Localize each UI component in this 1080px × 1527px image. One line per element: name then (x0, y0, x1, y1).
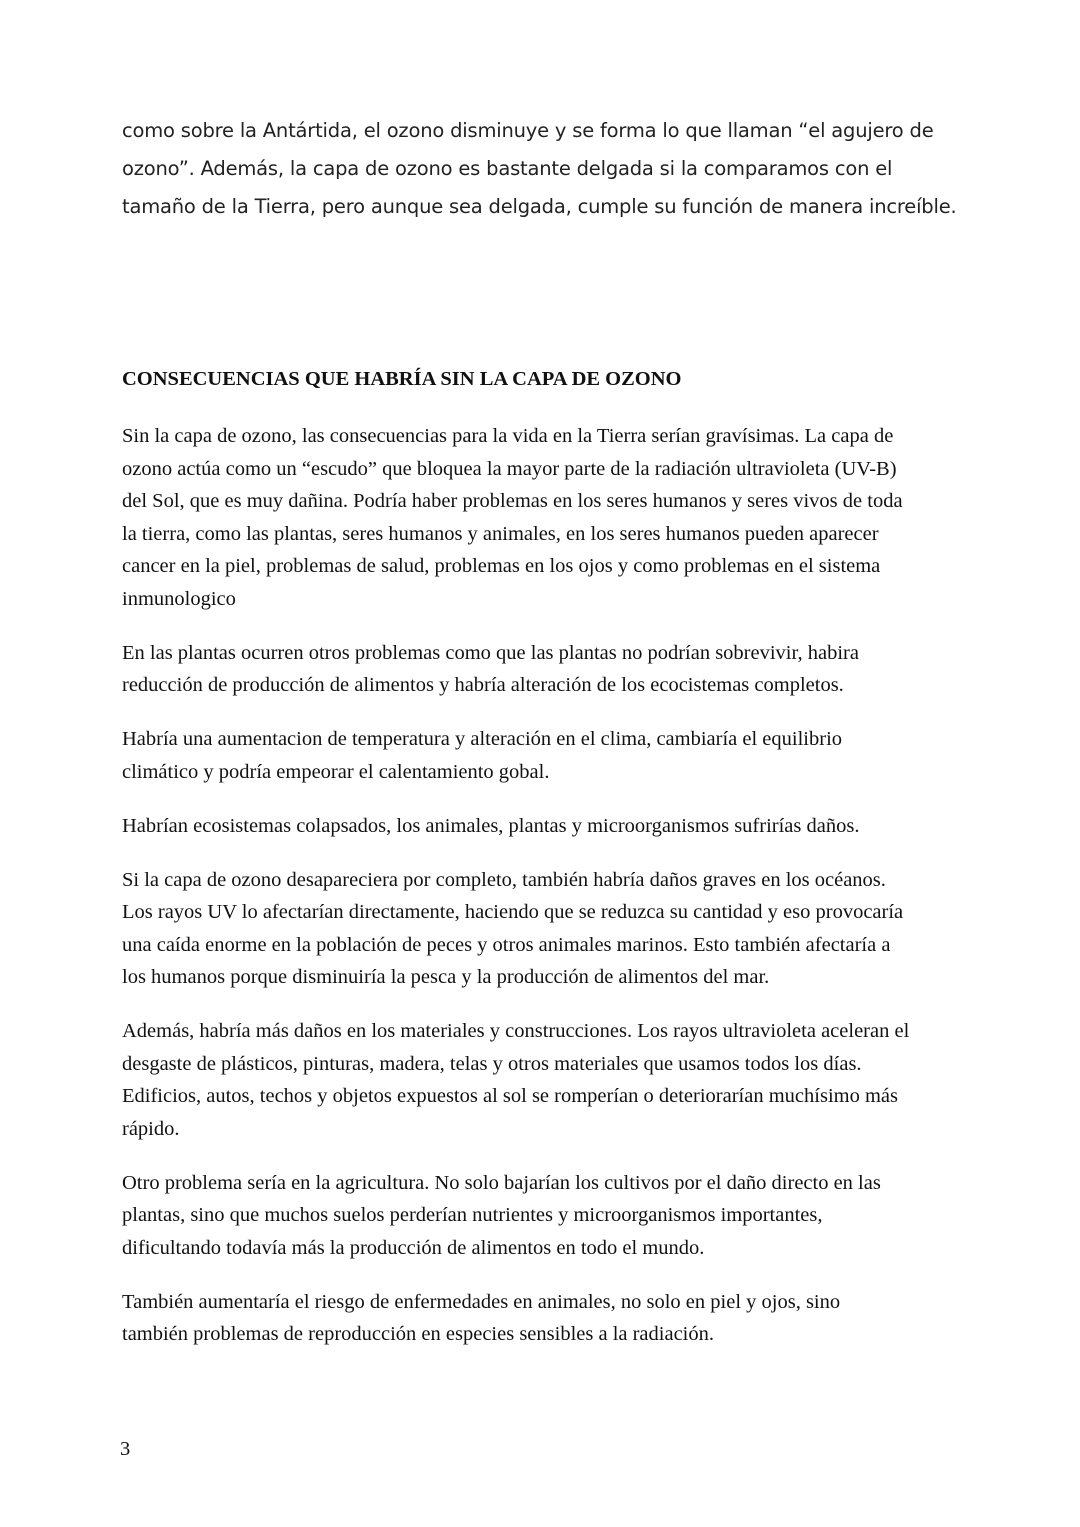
text-line: dificultando todavía más la producción de alimentos en todo el mundo. (122, 1236, 705, 1259)
text-line: cancer en la piel, problemas de salud, problemas en los ojos y como problemas en el sistema (122, 555, 881, 577)
text-line: reducción de producción de alimentos y habría alteración de los ecocistemas completos. (122, 674, 844, 696)
section-heading: CONSECUENCIAS QUE HABRÍA SIN LA CAPA DE OZONO (122, 368, 682, 390)
text-line: los humanos porque disminuiría la pesca y la producción de alimentos del mar. (122, 966, 770, 988)
text-line: plantas, sino que muchos suelos perderían nutrientes y microorganismos importantes, (122, 1204, 823, 1226)
body-paragraph (122, 637, 972, 702)
body-paragraph (122, 1015, 972, 1145)
text-line: Además, habría más daños en los materiales y construcciones. Los rayos ultravioleta aceleran el (122, 1020, 910, 1042)
text-line: Edificios, autos, techos y objetos expuestos al sol se romperían o deteriorarían muchísimo más (122, 1085, 898, 1107)
text-line: como sobre la Antártida, el ozono disminuye y se forma lo que llaman “el agujero de (122, 119, 934, 142)
text-line: tamaño de la Tierra, pero aunque sea delgada, cumple su función de manera increíble. (122, 195, 957, 218)
text-line: En las plantas ocurren otros problemas como que las plantas no podrían sobrevivir, habira (122, 641, 859, 664)
text-line: ozono actúa como un “escudo” que bloquea la mayor parte de la radiación ultravioleta (UV-B) (122, 457, 897, 480)
text-line: rápido. (122, 1117, 180, 1140)
body-paragraph (122, 810, 972, 843)
text-line: también problemas de reproducción en especies sensibles a la radiación. (122, 1323, 714, 1345)
body-paragraph (122, 420, 972, 615)
text-line: desgaste de plásticos, pinturas, madera, telas y otros materiales que usamos todos los días. (122, 1052, 862, 1075)
text-line: Si la capa de ozono desapareciera por completo, también habría daños graves en los océanos. (122, 868, 886, 891)
text-line: Habrían ecosistemas colapsados, los animales, plantas y microorganismos sufrirías daños. (122, 814, 860, 837)
text-line: del Sol, que es muy dañina. Podría haber problemas en los seres humanos y seres vivos de toda (122, 490, 903, 512)
body-paragraph (122, 723, 972, 788)
page-number: 3 (120, 1438, 131, 1460)
text-line: ozono”. Además, la capa de ozono es bastante delgada si la comparamos con el (122, 157, 893, 180)
text-line: Otro problema sería en la agricultura. No solo bajarían los cultivos por el daño directo en las (122, 1171, 881, 1194)
text-line: climático y podría empeorar el calentamiento gobal. (122, 760, 550, 783)
body-paragraph (122, 1286, 972, 1351)
section-body (122, 420, 972, 1372)
body-paragraph (122, 1167, 972, 1265)
text-line: la tierra, como las plantas, seres humanos y animales, en los seres humanos pueden aparecer (122, 522, 879, 545)
body-paragraph (122, 864, 972, 994)
intro-paragraph (122, 112, 957, 226)
text-line: También aumentaría el riesgo de enfermedades en animales, no solo en piel y ojos, sino (122, 1290, 841, 1313)
text-line: Sin la capa de ozono, las consecuencias para la vida en la Tierra serían gravísimas. La capa de (122, 425, 894, 447)
text-line: Habría una aumentacion de temperatura y alteración en el clima, cambiaría el equilibrio (122, 728, 843, 750)
text-line: inmunologico (122, 587, 236, 610)
text-line: Los rayos UV lo afectarían directamente, haciendo que se reduzca su cantidad y eso provocaría (122, 901, 904, 923)
text-line: una caída enorme en la población de peces y otros animales marinos. Esto también afectaría a (122, 933, 891, 956)
